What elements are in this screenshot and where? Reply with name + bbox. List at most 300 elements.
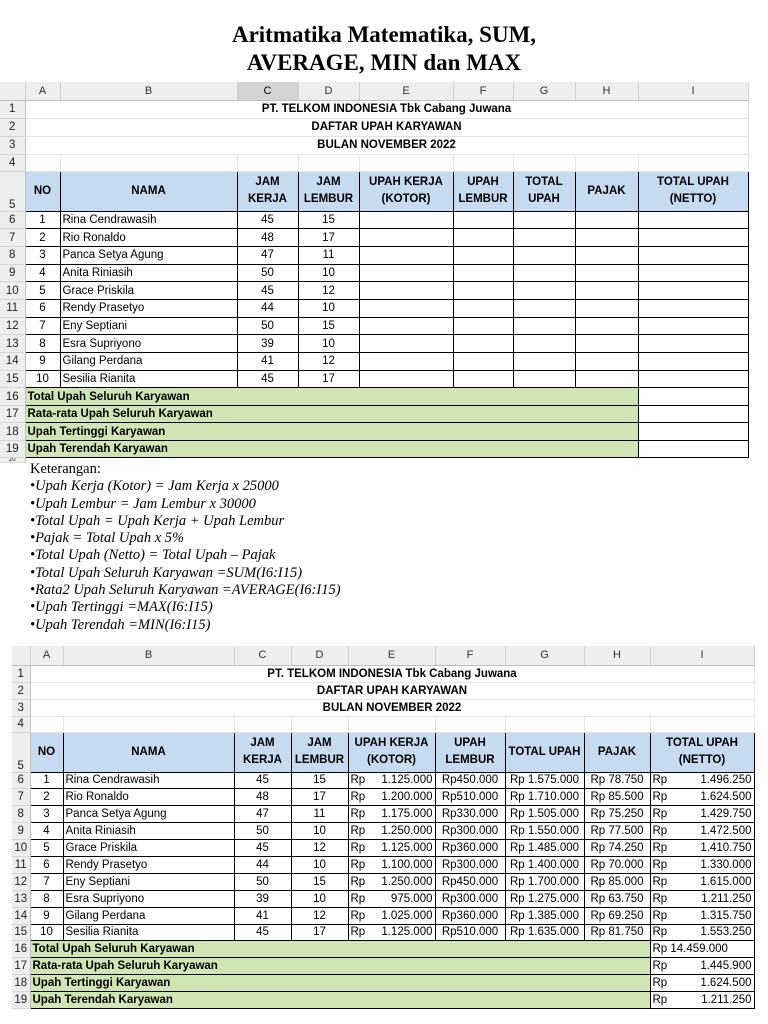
cell-upah-kerja[interactable] bbox=[359, 246, 453, 264]
list-title[interactable]: DAFTAR UPAH KARYAWAN bbox=[30, 682, 754, 699]
col-header-f[interactable]: F bbox=[453, 82, 513, 100]
table-row bbox=[12, 856, 754, 873]
cell-total-upah[interactable]: Rp 1.550.000 bbox=[505, 823, 584, 840]
rp-prefix: Rp bbox=[652, 858, 668, 871]
cell-upah-kerja[interactable] bbox=[359, 317, 453, 335]
col-header-h[interactable]: H bbox=[575, 82, 638, 100]
cell-no[interactable]: 7 bbox=[30, 873, 63, 890]
cell-upah-lembur[interactable] bbox=[453, 229, 513, 247]
cell-total-upah[interactable] bbox=[513, 353, 575, 371]
header-total-upah[interactable]: TOTAL UPAH bbox=[513, 171, 575, 211]
cell-nama[interactable]: Sesilia Rianita bbox=[60, 370, 237, 388]
company-name[interactable]: PT. TELKOM INDONESIA Tbk Cabang Juwana bbox=[30, 665, 754, 682]
cell-upah-lembur[interactable]: Rp510.000 bbox=[435, 924, 505, 941]
cell-total-netto[interactable] bbox=[650, 823, 754, 840]
row-number[interactable]: 6 bbox=[12, 772, 30, 789]
table-row bbox=[0, 370, 748, 388]
cell-jam-lembur[interactable]: 10 bbox=[291, 856, 348, 873]
header-total-netto[interactable]: TOTAL UPAH (NETTO) bbox=[638, 171, 748, 211]
row-number[interactable]: 4 bbox=[12, 716, 30, 732]
cell-upah-lembur[interactable]: Rp300.000 bbox=[435, 823, 505, 840]
row-number[interactable]: 13 bbox=[0, 335, 25, 353]
cell-pajak[interactable]: Rp 81.750 bbox=[584, 924, 650, 941]
cell-total-upah[interactable]: Rp 1.700.000 bbox=[505, 873, 584, 890]
cell-upah-lembur[interactable] bbox=[453, 211, 513, 229]
row-number[interactable]: 7 bbox=[0, 229, 25, 247]
cell-jam-kerja[interactable]: 47 bbox=[237, 246, 298, 264]
cell-upah-kerja[interactable] bbox=[359, 353, 453, 371]
header-no[interactable]: NO bbox=[25, 171, 60, 211]
empty-cell[interactable] bbox=[505, 716, 584, 732]
row-number[interactable]: 1 bbox=[0, 100, 25, 118]
cell-jam-lembur[interactable]: 10 bbox=[298, 335, 359, 353]
cell-upah-lembur[interactable]: Rp510.000 bbox=[435, 789, 505, 806]
empty-cell[interactable] bbox=[359, 154, 453, 171]
cell-upah-kerja[interactable] bbox=[359, 370, 453, 388]
col-header-a[interactable]: A bbox=[25, 82, 60, 100]
cell-upah-lembur[interactable]: Rp300.000 bbox=[435, 890, 505, 907]
summary-value-min[interactable] bbox=[650, 992, 754, 1009]
row-number[interactable]: 8 bbox=[12, 806, 30, 823]
row-number[interactable]: 4 bbox=[0, 154, 25, 171]
cell-upah-lembur[interactable] bbox=[453, 264, 513, 282]
row-number[interactable]: 6 bbox=[0, 211, 25, 229]
cell-total-netto[interactable] bbox=[650, 806, 754, 823]
cell-jam-kerja[interactable]: 39 bbox=[237, 335, 298, 353]
cell-nama[interactable]: Rendy Prasetyo bbox=[63, 856, 234, 873]
cell-upah-lembur[interactable]: Rp300.000 bbox=[435, 856, 505, 873]
company-name[interactable]: PT. TELKOM INDONESIA Tbk Cabang Juwana bbox=[25, 100, 748, 118]
summary-label-average[interactable]: Rata-rata Upah Seluruh Karyawan bbox=[30, 958, 650, 975]
row-number[interactable]: 10 bbox=[12, 840, 30, 857]
cell-total-upah[interactable] bbox=[513, 370, 575, 388]
cell-no[interactable]: 7 bbox=[25, 317, 60, 335]
header-total-upah[interactable]: TOTAL UPAH bbox=[505, 732, 584, 772]
cell-pajak[interactable]: Rp 85.500 bbox=[584, 789, 650, 806]
cell-jam-kerja[interactable]: 45 bbox=[234, 924, 291, 941]
cell-jam-kerja[interactable]: 39 bbox=[234, 890, 291, 907]
cell-no[interactable]: 6 bbox=[30, 856, 63, 873]
col-header-b[interactable]: B bbox=[63, 646, 234, 665]
cell-total-netto[interactable] bbox=[650, 890, 754, 907]
cell-jam-lembur[interactable]: 12 bbox=[298, 282, 359, 300]
cell-total-upah[interactable]: Rp 1.635.000 bbox=[505, 924, 584, 941]
corner-cell[interactable] bbox=[12, 646, 30, 665]
cell-nama[interactable]: Esra Supriyono bbox=[63, 890, 234, 907]
cell-jam-kerja[interactable]: 50 bbox=[237, 317, 298, 335]
header-pajak[interactable]: PAJAK bbox=[575, 171, 638, 211]
summary-value-max[interactable] bbox=[650, 975, 754, 992]
cell-jam-kerja[interactable]: 44 bbox=[237, 299, 298, 317]
cell-pajak[interactable] bbox=[575, 246, 638, 264]
cell-upah-lembur[interactable]: Rp360.000 bbox=[435, 840, 505, 857]
cell-total-upah[interactable]: Rp 1.575.000 bbox=[505, 772, 584, 789]
cell-total-upah[interactable]: Rp 1.505.000 bbox=[505, 806, 584, 823]
cell-pajak[interactable] bbox=[575, 370, 638, 388]
cell-total-netto[interactable] bbox=[638, 299, 748, 317]
cell-upah-lembur[interactable]: Rp450.000 bbox=[435, 873, 505, 890]
cell-pajak[interactable]: Rp 69.250 bbox=[584, 907, 650, 924]
empty-cell[interactable] bbox=[348, 716, 435, 732]
empty-cell[interactable] bbox=[453, 154, 513, 171]
cell-jam-lembur[interactable]: 15 bbox=[298, 317, 359, 335]
row-number[interactable]: 9 bbox=[12, 823, 30, 840]
col-header-b[interactable]: B bbox=[60, 82, 237, 100]
cell-upah-lembur[interactable]: Rp330.000 bbox=[435, 806, 505, 823]
cell-jam-lembur[interactable]: 17 bbox=[298, 229, 359, 247]
cell-upah-lembur[interactable]: Rp450.000 bbox=[435, 772, 505, 789]
cell-total-netto[interactable] bbox=[638, 229, 748, 247]
cell-pajak[interactable]: Rp 74.250 bbox=[584, 840, 650, 857]
summary-label-max[interactable]: Upah Tertinggi Karyawan bbox=[30, 975, 650, 992]
summary-value-cell[interactable] bbox=[638, 440, 748, 458]
cell-jam-kerja[interactable]: 47 bbox=[234, 806, 291, 823]
cell-upah-kerja[interactable] bbox=[348, 789, 435, 806]
cell-nama[interactable]: Rio Ronaldo bbox=[60, 229, 237, 247]
cell-upah-kerja[interactable] bbox=[359, 282, 453, 300]
cell-nama[interactable]: Sesilia Rianita bbox=[63, 924, 234, 941]
cell-pajak[interactable]: Rp 78.750 bbox=[584, 772, 650, 789]
row-number[interactable]: 2 bbox=[0, 118, 25, 136]
header-upah-kerja[interactable]: UPAH KERJA (KOTOR) bbox=[359, 171, 453, 211]
cell-total-upah[interactable]: Rp 1.385.000 bbox=[505, 907, 584, 924]
cell-jam-kerja[interactable]: 45 bbox=[237, 370, 298, 388]
cell-upah-kerja[interactable] bbox=[359, 264, 453, 282]
cell-nama[interactable]: Panca Setya Agung bbox=[63, 806, 234, 823]
cell-upah-kerja[interactable] bbox=[348, 890, 435, 907]
cell-jam-lembur[interactable]: 12 bbox=[291, 907, 348, 924]
col-header-h[interactable]: H bbox=[584, 646, 650, 665]
cell-upah-lembur[interactable] bbox=[453, 246, 513, 264]
row-number[interactable]: 11 bbox=[12, 856, 30, 873]
row-number[interactable]: 18 bbox=[0, 423, 25, 441]
col-header-e[interactable]: E bbox=[348, 646, 435, 665]
cell-total-upah[interactable] bbox=[513, 299, 575, 317]
cell-total-upah[interactable]: Rp 1.275.000 bbox=[505, 890, 584, 907]
cell-jam-lembur[interactable]: 10 bbox=[298, 264, 359, 282]
row-number[interactable]: 8 bbox=[0, 246, 25, 264]
period-title[interactable]: BULAN NOVEMBER 2022 bbox=[30, 699, 754, 716]
cell-total-netto[interactable] bbox=[638, 335, 748, 353]
cell-jam-lembur[interactable]: 10 bbox=[298, 299, 359, 317]
header-jam-lembur[interactable]: JAM LEMBUR bbox=[298, 171, 359, 211]
cell-pajak[interactable]: Rp 85.000 bbox=[584, 873, 650, 890]
summary-label-min[interactable]: Upah Terendah Karyawan bbox=[30, 992, 650, 1009]
empty-cell[interactable] bbox=[650, 716, 754, 732]
cell-no[interactable]: 6 bbox=[25, 299, 60, 317]
cell-nama[interactable]: Esra Supriyono bbox=[60, 335, 237, 353]
cell-upah-lembur[interactable] bbox=[453, 335, 513, 353]
cell-pajak[interactable]: Rp 77.500 bbox=[584, 823, 650, 840]
cell-total-netto[interactable] bbox=[638, 264, 748, 282]
cell-jam-lembur[interactable]: 17 bbox=[291, 924, 348, 941]
col-header-d[interactable]: D bbox=[291, 646, 348, 665]
cell-upah-kerja[interactable] bbox=[359, 335, 453, 353]
empty-cell[interactable] bbox=[63, 716, 234, 732]
cell-nama[interactable]: Grace Priskila bbox=[63, 840, 234, 857]
summary-label-average[interactable]: Rata-rata Upah Seluruh Karyawan bbox=[25, 405, 638, 423]
empty-cell[interactable] bbox=[638, 154, 748, 171]
cell-jam-kerja[interactable]: 45 bbox=[237, 211, 298, 229]
empty-cell[interactable] bbox=[513, 154, 575, 171]
cell-jam-kerja[interactable]: 50 bbox=[234, 823, 291, 840]
cell-pajak[interactable] bbox=[575, 229, 638, 247]
header-jam-kerja[interactable]: JAM KERJA bbox=[234, 732, 291, 772]
cell-pajak[interactable] bbox=[575, 335, 638, 353]
summary-label-total[interactable]: Total Upah Seluruh Karyawan bbox=[25, 388, 638, 406]
header-upah-lembur[interactable]: UPAH LEMBUR bbox=[453, 171, 513, 211]
cell-jam-kerja[interactable]: 41 bbox=[237, 353, 298, 371]
summary-label-max[interactable]: Upah Tertinggi Karyawan bbox=[25, 423, 638, 441]
cell-nama[interactable]: Gilang Perdana bbox=[63, 907, 234, 924]
cell-nama[interactable]: Grace Priskila bbox=[60, 282, 237, 300]
cell-jam-lembur[interactable]: 15 bbox=[298, 211, 359, 229]
row-number[interactable]: 13 bbox=[12, 890, 30, 907]
cell-jam-kerja[interactable]: 45 bbox=[237, 282, 298, 300]
cell-total-netto[interactable] bbox=[638, 211, 748, 229]
cell-jam-kerja[interactable]: 48 bbox=[237, 229, 298, 247]
cell-no[interactable]: 10 bbox=[30, 924, 63, 941]
cell-jam-kerja[interactable]: 48 bbox=[234, 789, 291, 806]
empty-cell[interactable] bbox=[237, 154, 298, 171]
cell-upah-lembur[interactable] bbox=[453, 353, 513, 371]
row-number[interactable]: 14 bbox=[12, 907, 30, 924]
cell-upah-kerja[interactable] bbox=[348, 924, 435, 941]
cell-no[interactable]: 2 bbox=[30, 789, 63, 806]
cell-total-netto[interactable] bbox=[638, 317, 748, 335]
header-no[interactable]: NO bbox=[30, 732, 63, 772]
header-total-netto[interactable]: TOTAL UPAH (NETTO) bbox=[650, 732, 754, 772]
cell-upah-lembur[interactable] bbox=[453, 317, 513, 335]
row-number[interactable]: 12 bbox=[0, 317, 25, 335]
cell-nama[interactable]: Gilang Perdana bbox=[60, 353, 237, 371]
empty-cell[interactable] bbox=[575, 154, 638, 171]
col-header-i[interactable]: I bbox=[638, 82, 748, 100]
row-number[interactable]: 3 bbox=[12, 699, 30, 716]
cell-jam-kerja[interactable]: 44 bbox=[234, 856, 291, 873]
row-number[interactable]: 12 bbox=[12, 873, 30, 890]
cell-pajak[interactable] bbox=[575, 211, 638, 229]
row-number[interactable]: 16 bbox=[0, 388, 25, 406]
col-header-i[interactable]: I bbox=[650, 646, 754, 665]
cell-pajak[interactable] bbox=[575, 282, 638, 300]
cell-no[interactable]: 9 bbox=[30, 907, 63, 924]
list-title[interactable]: DAFTAR UPAH KARYAWAN bbox=[25, 118, 748, 136]
cell-no[interactable]: 5 bbox=[30, 840, 63, 857]
cell-jam-lembur[interactable]: 15 bbox=[291, 772, 348, 789]
cell-total-netto[interactable] bbox=[650, 772, 754, 789]
cell-total-upah[interactable] bbox=[513, 211, 575, 229]
cell-jam-lembur[interactable]: 12 bbox=[298, 353, 359, 371]
empty-cell[interactable] bbox=[298, 154, 359, 171]
cell-jam-lembur[interactable]: 15 bbox=[291, 873, 348, 890]
cell-no[interactable]: 8 bbox=[30, 890, 63, 907]
cell-no[interactable]: 9 bbox=[25, 353, 60, 371]
cell-nama[interactable]: Eny Septiani bbox=[63, 873, 234, 890]
row-number[interactable]: 15 bbox=[0, 370, 25, 388]
cell-no[interactable]: 4 bbox=[25, 264, 60, 282]
cell-nama[interactable]: Rina Cendrawasih bbox=[60, 211, 237, 229]
empty-cell[interactable] bbox=[584, 716, 650, 732]
cell-total-upah[interactable] bbox=[513, 229, 575, 247]
cell-pajak[interactable]: Rp 63.750 bbox=[584, 890, 650, 907]
cell-pajak[interactable]: Rp 75.250 bbox=[584, 806, 650, 823]
cell-nama[interactable]: Anita Riniasih bbox=[60, 264, 237, 282]
row-number[interactable]: 1 bbox=[12, 665, 30, 682]
cell-no[interactable]: 3 bbox=[25, 246, 60, 264]
cell-jam-lembur[interactable]: 17 bbox=[298, 370, 359, 388]
cell-total-upah[interactable] bbox=[513, 317, 575, 335]
cell-upah-kerja[interactable] bbox=[348, 856, 435, 873]
row-number[interactable]: 11 bbox=[0, 299, 25, 317]
col-header-g[interactable]: G bbox=[513, 82, 575, 100]
cell-upah-kerja[interactable] bbox=[359, 299, 453, 317]
summary-value-average[interactable] bbox=[650, 958, 754, 975]
cell-total-upah[interactable]: Rp 1.710.000 bbox=[505, 789, 584, 806]
corner-cell[interactable] bbox=[0, 82, 25, 100]
cell-nama[interactable]: Panca Setya Agung bbox=[60, 246, 237, 264]
cell-upah-lembur[interactable]: Rp360.000 bbox=[435, 907, 505, 924]
cell-no[interactable]: 2 bbox=[25, 229, 60, 247]
cell-total-netto[interactable] bbox=[638, 353, 748, 371]
summary-label-min[interactable]: Upah Terendah Karyawan bbox=[25, 440, 638, 458]
col-header-g[interactable]: G bbox=[505, 646, 584, 665]
cell-jam-lembur[interactable]: 10 bbox=[291, 890, 348, 907]
cell-pajak[interactable] bbox=[575, 317, 638, 335]
cell-jam-lembur[interactable]: 12 bbox=[291, 840, 348, 857]
row-number[interactable]: 2 bbox=[12, 682, 30, 699]
row-number[interactable]: 19 bbox=[12, 992, 30, 1009]
cell-total-upah[interactable] bbox=[513, 264, 575, 282]
cell-no[interactable]: 10 bbox=[25, 370, 60, 388]
cell-pajak[interactable] bbox=[575, 264, 638, 282]
empty-cell[interactable] bbox=[30, 716, 63, 732]
cell-jam-lembur[interactable]: 17 bbox=[291, 789, 348, 806]
cell-total-netto[interactable] bbox=[650, 873, 754, 890]
summary-label-total[interactable]: Total Upah Seluruh Karyawan bbox=[30, 941, 650, 958]
cell-total-netto[interactable] bbox=[650, 924, 754, 941]
cell-pajak[interactable]: Rp 70.000 bbox=[584, 856, 650, 873]
empty-cell[interactable] bbox=[60, 154, 237, 171]
header-nama[interactable]: NAMA bbox=[63, 732, 234, 772]
cell-total-netto[interactable] bbox=[650, 907, 754, 924]
cell-jam-kerja[interactable]: 41 bbox=[234, 907, 291, 924]
cell-upah-lembur[interactable] bbox=[453, 370, 513, 388]
row-number[interactable]: 17 bbox=[0, 405, 25, 423]
cell-total-upah[interactable]: Rp 1.485.000 bbox=[505, 840, 584, 857]
row-number[interactable]: 9 bbox=[0, 264, 25, 282]
cell-no[interactable]: 1 bbox=[25, 211, 60, 229]
row-number[interactable]: 10 bbox=[0, 282, 25, 300]
cell-total-netto[interactable] bbox=[638, 282, 748, 300]
cell-upah-kerja[interactable] bbox=[348, 823, 435, 840]
cell-jam-kerja[interactable]: 45 bbox=[234, 840, 291, 857]
cell-pajak[interactable] bbox=[575, 353, 638, 371]
cell-jam-kerja[interactable]: 45 bbox=[234, 772, 291, 789]
cell-no[interactable]: 5 bbox=[25, 282, 60, 300]
cell-total-upah[interactable] bbox=[513, 282, 575, 300]
summary-value-cell[interactable] bbox=[638, 405, 748, 423]
header-upah-lembur[interactable]: UPAH LEMBUR bbox=[435, 732, 505, 772]
cell-no[interactable]: 1 bbox=[30, 772, 63, 789]
header-jam-lembur[interactable]: JAM LEMBUR bbox=[291, 732, 348, 772]
row-number[interactable]: 20 bbox=[0, 458, 25, 463]
row-number[interactable]: 16 bbox=[12, 941, 30, 958]
period-title[interactable]: BULAN NOVEMBER 2022 bbox=[25, 136, 748, 154]
col-header-c[interactable]: C bbox=[234, 646, 291, 665]
header-pajak[interactable]: PAJAK bbox=[584, 732, 650, 772]
cell-total-netto[interactable] bbox=[638, 246, 748, 264]
row-number[interactable]: 17 bbox=[12, 958, 30, 975]
cell-nama[interactable]: Rina Cendrawasih bbox=[63, 772, 234, 789]
cell-no[interactable]: 3 bbox=[30, 806, 63, 823]
row-number[interactable]: 19 bbox=[0, 440, 25, 458]
cell-nama[interactable]: Anita Riniasih bbox=[63, 823, 234, 840]
cell-total-upah[interactable] bbox=[513, 335, 575, 353]
cell-upah-lembur[interactable] bbox=[453, 282, 513, 300]
col-header-a[interactable]: A bbox=[30, 646, 63, 665]
row-number[interactable]: 18 bbox=[12, 975, 30, 992]
header-upah-kerja[interactable]: UPAH KERJA (KOTOR) bbox=[348, 732, 435, 772]
cell-nama[interactable]: Rio Ronaldo bbox=[63, 789, 234, 806]
cell-nama[interactable]: Rendy Prasetyo bbox=[60, 299, 237, 317]
cell-total-upah[interactable]: Rp 1.400.000 bbox=[505, 856, 584, 873]
row-number[interactable]: 15 bbox=[12, 924, 30, 941]
empty-cell[interactable] bbox=[291, 716, 348, 732]
cell-no[interactable]: 8 bbox=[25, 335, 60, 353]
cell-upah-kerja[interactable] bbox=[348, 907, 435, 924]
cell-jam-kerja[interactable]: 50 bbox=[237, 264, 298, 282]
header-nama[interactable]: NAMA bbox=[60, 171, 237, 211]
summary-value-cell[interactable] bbox=[638, 423, 748, 441]
cell-upah-kerja[interactable] bbox=[348, 806, 435, 823]
col-header-f[interactable]: F bbox=[435, 646, 505, 665]
cell-jam-lembur[interactable]: 10 bbox=[291, 823, 348, 840]
col-header-c[interactable]: C bbox=[237, 82, 298, 100]
row-number[interactable]: 5 bbox=[0, 171, 25, 211]
cell-total-netto[interactable] bbox=[650, 789, 754, 806]
empty-cell[interactable] bbox=[435, 716, 505, 732]
cell-upah-kerja[interactable] bbox=[348, 772, 435, 789]
row-number[interactable]: 5 bbox=[12, 732, 30, 772]
cell-upah-kerja[interactable] bbox=[359, 229, 453, 247]
cell-upah-kerja[interactable] bbox=[348, 840, 435, 857]
row-number[interactable]: 7 bbox=[12, 789, 30, 806]
cell-total-netto[interactable] bbox=[638, 370, 748, 388]
header-jam-kerja[interactable]: JAM KERJA bbox=[237, 171, 298, 211]
cell-no[interactable]: 4 bbox=[30, 823, 63, 840]
row-number[interactable]: 14 bbox=[0, 353, 25, 371]
row-number[interactable]: 3 bbox=[0, 136, 25, 154]
cell-jam-lembur[interactable]: 11 bbox=[291, 806, 348, 823]
col-header-d[interactable]: D bbox=[298, 82, 359, 100]
cell-total-netto[interactable] bbox=[650, 840, 754, 857]
summary-value-total[interactable] bbox=[650, 941, 754, 958]
cell-upah-kerja[interactable] bbox=[348, 873, 435, 890]
summary-value-cell[interactable] bbox=[638, 388, 748, 406]
empty-cell[interactable] bbox=[234, 716, 291, 732]
cell-jam-lembur[interactable]: 11 bbox=[298, 246, 359, 264]
empty-cell[interactable] bbox=[25, 154, 60, 171]
cell-total-netto[interactable] bbox=[650, 856, 754, 873]
col-header-e[interactable]: E bbox=[359, 82, 453, 100]
cell-total-upah[interactable] bbox=[513, 246, 575, 264]
cell-upah-lembur[interactable] bbox=[453, 299, 513, 317]
cell-jam-kerja[interactable]: 50 bbox=[234, 873, 291, 890]
cell-nama[interactable]: Eny Septiani bbox=[60, 317, 237, 335]
cell-pajak[interactable] bbox=[575, 299, 638, 317]
cell-upah-kerja[interactable] bbox=[359, 211, 453, 229]
